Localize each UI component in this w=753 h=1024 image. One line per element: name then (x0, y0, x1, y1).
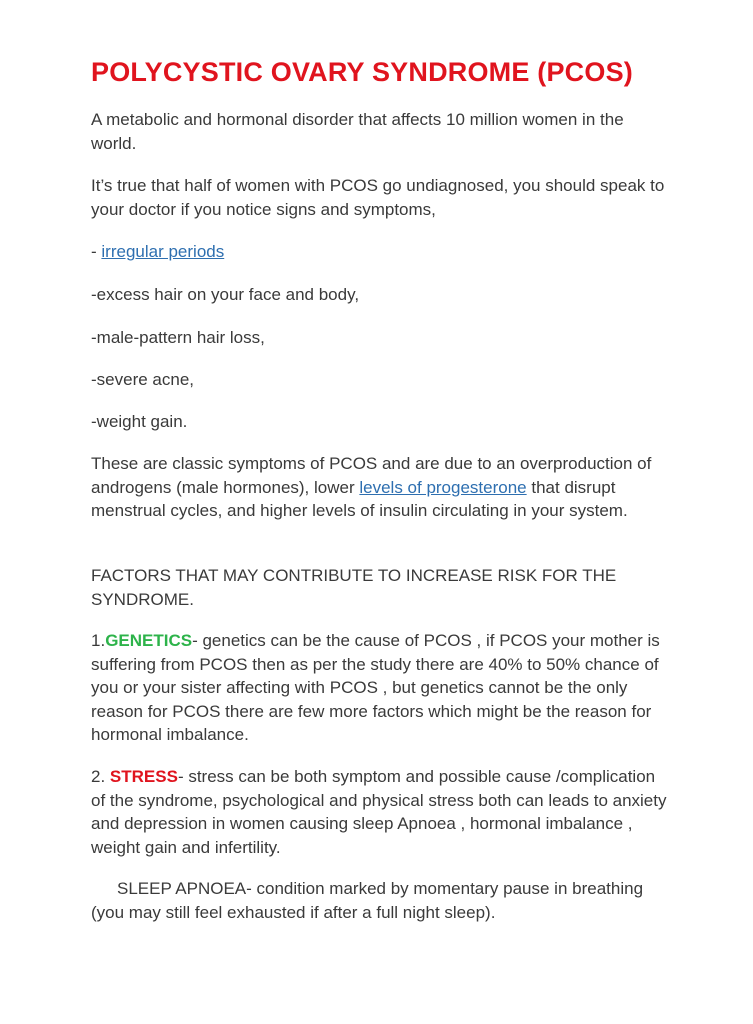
stress-number: 2. (91, 767, 110, 786)
symptom-irregular-periods (91, 240, 671, 264)
symptom-acne: -severe acne, (91, 370, 194, 389)
bullet-dash: - (91, 242, 102, 261)
classic-text-before: These are classic symptoms of PCOS and are due to an overproduction of androgens (male hormones), lower (91, 454, 652, 497)
genetics-number: 1. (91, 631, 106, 650)
advice-paragraph: It’s true that half of women with PCOS go undiagnosed, you should speak to your doctor if you notice signs and symptoms, (91, 176, 665, 219)
symptom-weight-gain: -weight gain. (91, 412, 188, 431)
stress-text: - stress can be both symptom and possible cause /complication of the syndrome, psychological and physical stress both can leads to anxiety and depression in women causing sleep Apnoea , hormonal imbalance , weight gain and infertility. (91, 767, 667, 857)
genetics-paragraph (91, 629, 671, 747)
intro-paragraph: A metabolic and hormonal disorder that affects 10 million women in the world. (91, 110, 624, 153)
stress-paragraph (91, 765, 671, 859)
genetics-text: - genetics can be the cause of PCOS , if PCOS your mother is suffering from PCOS then as per the study there are 40% to 50% chance of you or your sister affecting with PCOS , but genetics cannot be the only reason for PCOS there are few more factors which might be the reason for hormonal imbalance. (91, 631, 660, 744)
progesterone-link[interactable]: levels of progesterone (359, 477, 527, 497)
classic-text-after: that disrupt menstrual cycles, and higher levels of insulin circulating in your system. (91, 477, 628, 520)
symptom-excess-hair: -excess hair on your face and body, (91, 285, 360, 304)
classic-symptoms-paragraph (91, 452, 671, 523)
page-title: POLYCYSTIC OVARY SYNDROME (PCOS) (91, 57, 633, 87)
genetics-label: GENETICS (105, 631, 193, 650)
sleep-apnoea-paragraph: SLEEP APNOEA- condition marked by momentary pause in breathing (you may still feel exhausted if after a full night sleep). (91, 879, 644, 922)
stress-label: STRESS (109, 767, 178, 786)
factors-heading: FACTORS THAT MAY CONTRIBUTE TO INCREASE RISK FOR THE SYNDROME. (91, 566, 617, 609)
symptom-hair-loss: -male-pattern hair loss, (91, 328, 265, 347)
irregular-periods-link[interactable]: irregular periods (101, 242, 225, 261)
